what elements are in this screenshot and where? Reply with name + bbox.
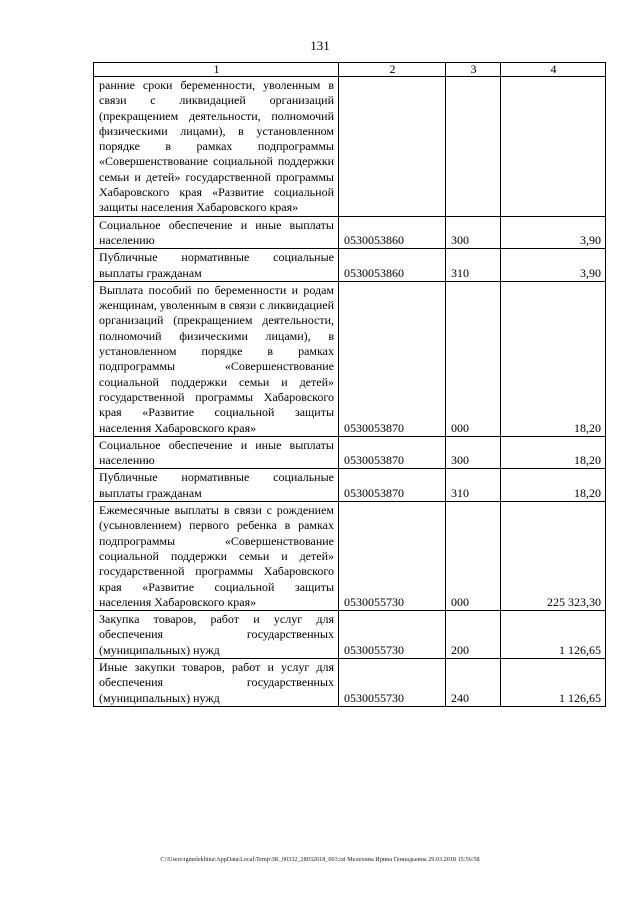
budget-table	[93, 62, 606, 707]
vr-cell: 240	[446, 658, 501, 706]
table-row	[94, 216, 606, 249]
code-cell: 0530053870	[339, 469, 446, 502]
sum-cell: 18,20	[501, 436, 606, 469]
code-cell: 0530055730	[339, 658, 446, 706]
code-cell: 0530055730	[339, 502, 446, 611]
table-body	[94, 63, 606, 707]
table-row	[94, 249, 606, 282]
name-cell: Ежемесячные выплаты в связи с рождением (усыновлением) первого ребенка в рамках подпрограммы «Совершенствование социальной поддержки семьи и детей» государственной программы Хабаровского края «Развитие социальной защиты населения Хабаровского края»	[94, 502, 339, 611]
vr-cell: 300	[446, 436, 501, 469]
header-col-1: 1	[94, 63, 339, 77]
table-row	[94, 436, 606, 469]
table-row	[94, 281, 606, 436]
file-path-footer: C:\Users\igmelekhina\AppData\Local\Temp\ЗК_00332_28032018_003.txt Мелехина Ирина Геннадьевна 29.03.2018 15:56:58	[160, 856, 480, 863]
table-row	[94, 77, 606, 217]
sum-cell: 1 126,65	[501, 658, 606, 706]
sum-cell: 225 323,30	[501, 502, 606, 611]
name-cell: Публичные нормативные социальные выплаты гражданам	[94, 249, 339, 282]
code-cell: 0530055730	[339, 611, 446, 659]
vr-cell: 000	[446, 281, 501, 436]
vr-cell: 200	[446, 611, 501, 659]
header-col-4: 4	[501, 63, 606, 77]
name-cell: Публичные нормативные социальные выплаты гражданам	[94, 469, 339, 502]
page-number: 131	[310, 38, 330, 53]
name-cell: Иные закупки товаров, работ и услуг для обеспечения государственных (муниципальных) нужд	[94, 658, 339, 706]
name-cell: Выплата пособий по беременности и родам женщинам, уволенным в связи с ликвидацией организаций (прекращением деятельности, полномочий физическими лицами), в установленном порядке в рамках подпрограммы «Совершенствование социальной поддержки семьи и детей» государственной программы Хабаровского края «Развитие социальной защиты населения Хабаровского края»	[94, 281, 339, 436]
header-col-3: 3	[446, 63, 501, 77]
vr-cell: 300	[446, 216, 501, 249]
code-cell: 0530053860	[339, 249, 446, 282]
vr-cell	[446, 77, 501, 217]
sum-cell: 18,20	[501, 469, 606, 502]
code-cell	[339, 77, 446, 217]
name-cell: ранние сроки беременности, уволенным в связи с ликвидацией организаций (прекращением деятельности, полномочий физическими лицами), в установленном порядке в рамках подпрограммы «Совершенствование социальной поддержки семьи и детей» государственной программы Хабаровского края «Развитие социальной защиты населения Хабаровского края»	[94, 77, 339, 217]
sum-cell	[501, 77, 606, 217]
name-cell: Закупка товаров, работ и услуг для обеспечения государственных (муниципальных) нужд	[94, 611, 339, 659]
name-cell: Социальное обеспечение и иные выплаты населению	[94, 436, 339, 469]
sum-cell: 3,90	[501, 249, 606, 282]
sum-cell: 3,90	[501, 216, 606, 249]
name-cell: Социальное обеспечение и иные выплаты населению	[94, 216, 339, 249]
vr-cell: 000	[446, 502, 501, 611]
header-col-2: 2	[339, 63, 446, 77]
table-row	[94, 611, 606, 659]
vr-cell: 310	[446, 469, 501, 502]
table-row	[94, 469, 606, 502]
code-cell: 0530053870	[339, 281, 446, 436]
table-row	[94, 658, 606, 706]
code-cell: 0530053860	[339, 216, 446, 249]
vr-cell: 310	[446, 249, 501, 282]
sum-cell: 1 126,65	[501, 611, 606, 659]
table-row	[94, 502, 606, 611]
code-cell: 0530053870	[339, 436, 446, 469]
sum-cell: 18,20	[501, 281, 606, 436]
table-header-row	[94, 63, 606, 77]
